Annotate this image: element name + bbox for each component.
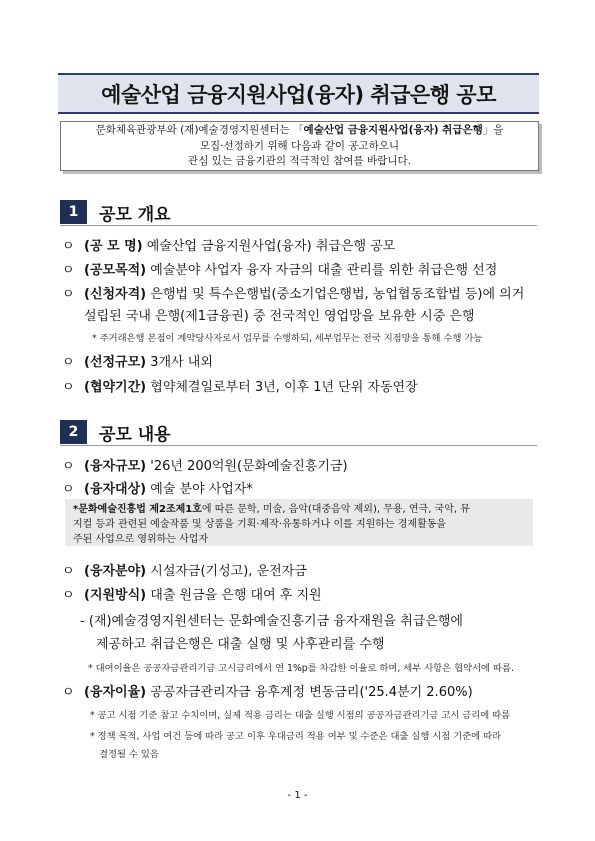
bullet-icon: ㅇ [62, 263, 75, 278]
list-item: ㅇ (융자대상) 예술 분야 사업자* [62, 478, 542, 497]
footnote: * 주거래은행 본점이 계약당사자로서 업무를 수행하되, 세부업무는 전국 지점망을 통해 수행 가능 [92, 333, 483, 344]
bullet-icon: ㅇ [62, 287, 75, 302]
section-title: 공모 개요 [99, 204, 171, 225]
document-title: 예술산업 금융지원사업(융자) 취급은행 공모 [101, 82, 496, 107]
bullet-icon: ㅇ [62, 588, 75, 603]
list-item: ㅇ (융자분야) 시설자금(기성고), 운전자금 [62, 560, 542, 579]
section-number: 1 [60, 200, 87, 224]
bullet-icon: ㅇ [62, 564, 75, 579]
list-item: ㅇ (지원방식) 대출 원금을 은행 대여 후 지원 [62, 584, 542, 603]
footnote: * 대여이율은 공공자금관리기금 고시금리에서 연 1%p를 차감한 이율로 하며, 세부 사항은 협약서에 따름. [88, 663, 514, 674]
bullet-icon: ㅇ [62, 482, 75, 497]
footnote-continuation: 결정될 수 있음 [99, 749, 159, 760]
page-number: - 1 - [287, 790, 308, 801]
list-item: ㅇ (협약기간) 협약체결일로부터 3년, 이후 1년 단위 자동연장 [62, 376, 542, 395]
intro-line-3: 관심 있는 금융기관의 적극적인 참여를 바랍니다. [188, 155, 411, 167]
footnote: * 정책 목적, 사업 여건 등에 따라 공고 이후 우대금리 적용 여부 및 수준은 대출 실행 시점 기준에 따라 [90, 731, 502, 742]
list-item: ㅇ (선정규모) 3개사 내외 [62, 351, 542, 370]
bullet-icon: ㅇ [62, 239, 75, 254]
list-item: ㅇ (공모목적) 예술분야 사업자 융자 자금의 대출 관리를 위한 취급은행 선정 [62, 259, 542, 278]
sub-item-continuation: 제공하고 취급은행은 대출 실행 및 사후관리를 수행 [96, 637, 385, 652]
section-2-header [60, 420, 171, 444]
note-line-3: 주된 사업으로 영위하는 사업자 [73, 534, 209, 545]
section-divider [60, 225, 537, 226]
section-1-header [60, 200, 171, 224]
definition-note-box [65, 499, 533, 546]
list-item-continuation: 설립된 국내 은행(제1금융권) 중 전국적인 영업망을 보유한 시중 은행 [84, 309, 475, 324]
list-item: ㅇ (융자규모) '26년 200억원(문화예술진흥기금) [62, 455, 542, 474]
list-item: ㅇ (융자이율) 공공자금관리자금 융후계정 변동금리('25.4분기 2.60%) [62, 681, 542, 700]
section-divider [60, 445, 537, 446]
note-line-1: *문화예술진흥법 제2조제1호에 따른 문학, 미술, 음악(대중음악 제외), 무용, 연극, 국악, 뮤 [73, 504, 470, 515]
intro-line-1: 문화체육관광부와 (재)예술경영지원센터는 「예술산업 금융지원사업(융자) 취급은행」을 [95, 124, 504, 136]
sub-item: - (재)예술경영지원센터는 문화예술진흥기금 융자재원을 취급은행에 [80, 614, 463, 629]
bullet-icon: ㅇ [62, 380, 75, 395]
section-number: 2 [60, 420, 87, 444]
document-title-box [58, 73, 539, 114]
bullet-icon: ㅇ [62, 685, 75, 700]
note-line-2: 지컬 등과 관련된 예술작품 및 상품을 기획·제작·유통하거나 이를 지원하는 경제활동을 [73, 519, 447, 530]
footnote: * 공고 시점 기준 참고 수치이며, 실제 적용 금리는 대출 실행 시점의 공공자금관리기금 고시 금리에 따름 [90, 710, 511, 721]
section-title: 공모 내용 [99, 424, 171, 445]
bullet-icon: ㅇ [62, 459, 75, 474]
bullet-icon: ㅇ [62, 355, 75, 370]
intro-line-2: 모집·선정하기 위해 다음과 같이 공고하오니 [199, 139, 400, 152]
intro-box [60, 121, 539, 171]
list-item: ㅇ (공 모 명) 예술산업 금융지원사업(융자) 취급은행 공모 [62, 235, 542, 254]
list-item: ㅇ (신청자격) 은행법 및 특수은행법(중소기업은행법, 농업협동조합법 등)에 의거 [62, 283, 542, 302]
